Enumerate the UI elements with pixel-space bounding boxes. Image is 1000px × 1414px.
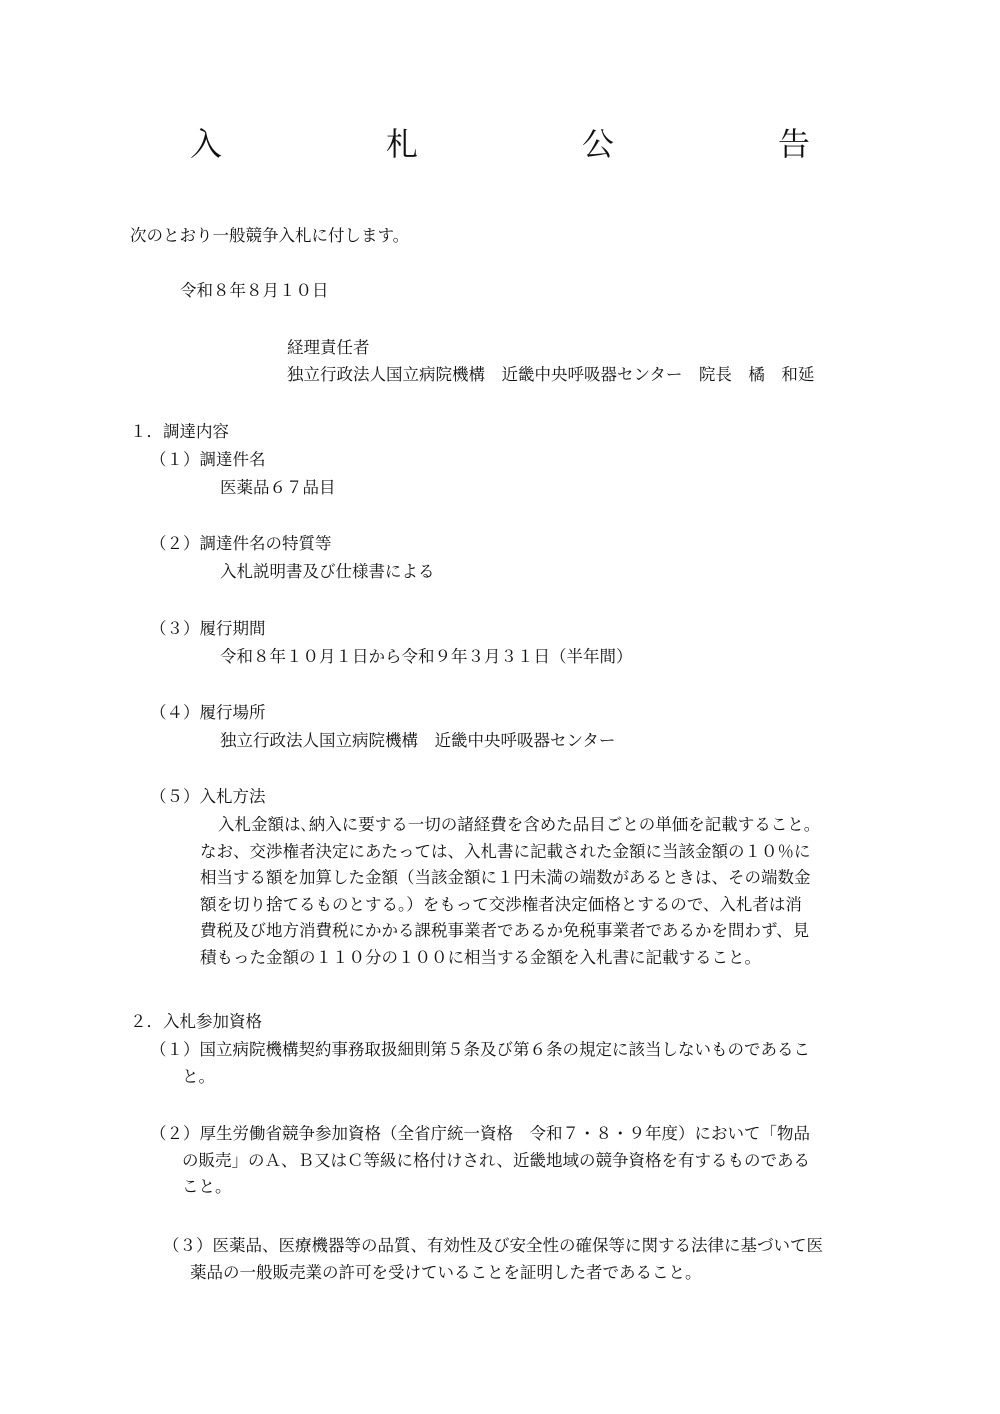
- item5-label: （５）入札方法: [150, 787, 266, 806]
- intro-text: 次のとおり一般競争入札に付します。: [130, 226, 410, 245]
- paragraph-line: （１）国立病院機構契約事務取扱細則第５条及び第６条の規定に該当しないものであるこ: [150, 1040, 810, 1059]
- item5-paragraph: [200, 817, 820, 976]
- paragraph-line: （３）医薬品、医療機器等の品質、有効性及び安全性の確保等に関する法律に基づいて医: [163, 1236, 823, 1255]
- section2-heading: ２．入札参加資格: [130, 1012, 262, 1031]
- item2-content: 入札説明書及び仕様書による: [220, 562, 435, 581]
- paragraph-line: と。: [182, 1066, 215, 1086]
- item1-label: （１）調達件名: [150, 450, 266, 469]
- issuer-name: 独立行政法人国立病院機構 近畿中央呼吸器センター 院長 橘 和延: [287, 365, 815, 384]
- qualification-3: [163, 1238, 823, 1291]
- paragraph-line: 入札金額は､納入に要する一切の諸経費を含めた品目ごとの単価を記載すること。: [218, 815, 821, 834]
- paragraph-line: の販売」のＡ、Ｂ又はＣ等級に格付けされ、近畿地域の競争資格を有するものである: [182, 1150, 810, 1170]
- item4-label: （４）履行場所: [150, 703, 266, 722]
- section1-heading: １．調達内容: [130, 422, 229, 441]
- paragraph-line: 費税及び地方消費税にかかる課税事業者であるか免税事業者であるかを問わず、見: [200, 921, 810, 940]
- qualification-1: [150, 1042, 810, 1095]
- item3-content: 令和８年１０月１日から令和９年３月３１日（半年間）: [220, 647, 633, 666]
- paragraph-line: （２）厚生労働省競争参加資格（全省庁統一資格 令和７・８・９年度）において「物品: [150, 1124, 810, 1143]
- page-title: 入 札 公 告: [189, 125, 876, 163]
- paragraph-line: こと。: [182, 1177, 232, 1196]
- paragraph-line: 相当する額を加算した金額（当該金額に１円未満の端数があるときは、その端数金: [200, 868, 811, 887]
- paragraph-line: なお、交渉権者決定にあたっては、入札書に記載された金額に当該金額の１０％に: [200, 841, 811, 861]
- paragraph-line: 積もった金額の１１０分の１００に相当する金額を入札書に記載すること。: [200, 947, 761, 967]
- item4-content: 独立行政法人国立病院機構 近畿中央呼吸器センター: [220, 731, 616, 750]
- issuer-role: 経理責任者: [287, 338, 370, 357]
- item1-content: 医薬品６７品目: [220, 478, 336, 497]
- qualification-2: [150, 1126, 810, 1206]
- paragraph-line: 薬品の一般販売業の許可を受けていることを証明した者であること。: [190, 1262, 702, 1282]
- paragraph-line: 額を切り捨てるものとする。）をもって交渉権者決定価格とするので、入札者は消: [200, 894, 802, 914]
- notice-date: 令和８年８月１０日: [180, 281, 329, 300]
- item3-label: （３）履行期間: [150, 619, 266, 638]
- item2-label: （２）調達件名の特質等: [150, 534, 332, 553]
